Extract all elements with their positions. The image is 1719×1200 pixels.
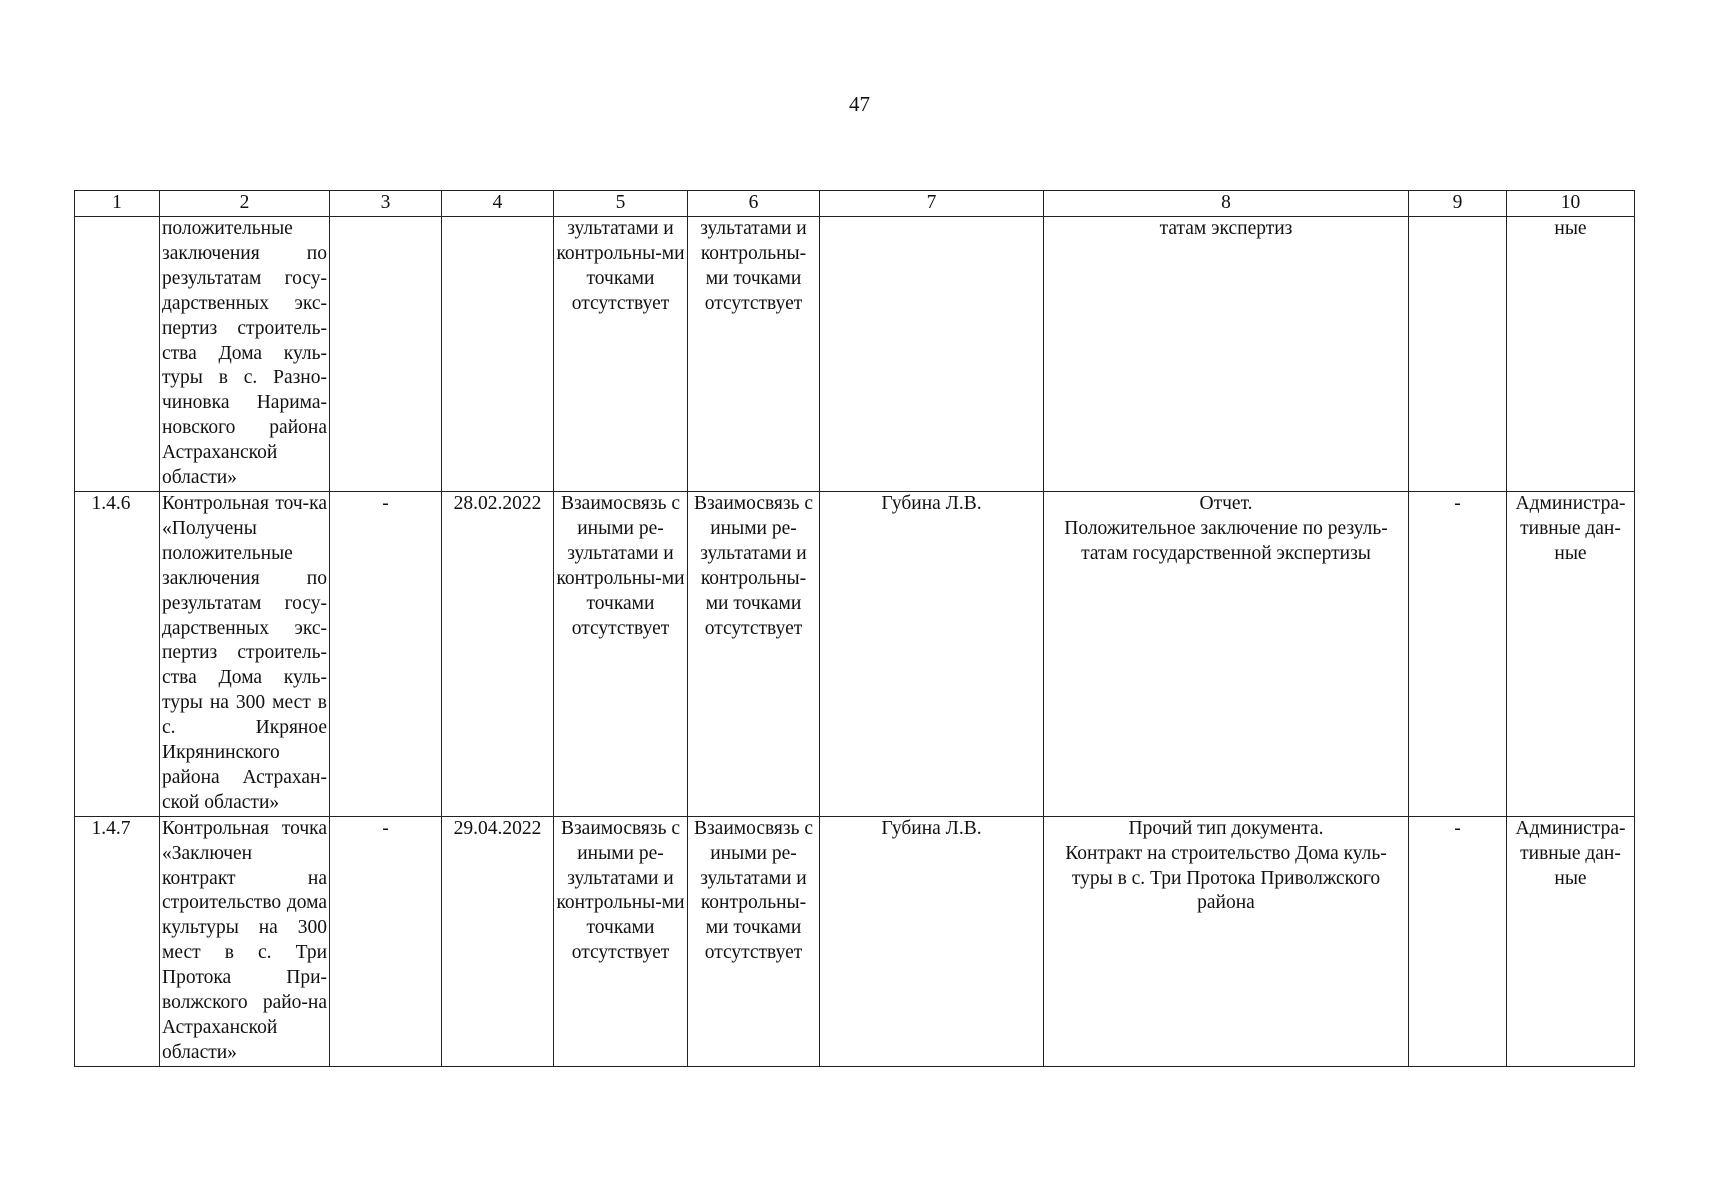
cell-col9: - (1409, 816, 1507, 1066)
cell-number (75, 217, 160, 492)
header-col-8: 8 (1044, 191, 1409, 217)
cell-col3: - (330, 816, 442, 1066)
header-col-6: 6 (688, 191, 820, 217)
header-col-10: 10 (1507, 191, 1635, 217)
header-col-2: 2 (160, 191, 330, 217)
header-col-1: 1 (75, 191, 160, 217)
cell-responsible (820, 217, 1044, 492)
cell-relation-next: Взаимосвязь с иными ре-зультатами и контрольны-ми точками отсутствует (688, 491, 820, 816)
cell-responsible: Губина Л.В. (820, 491, 1044, 816)
cell-relation-prev: Взаимосвязь с иными ре-зультатами и контрольны-ми точками отсутствует (554, 816, 688, 1066)
header-col-7: 7 (820, 191, 1044, 217)
cell-date: 29.04.2022 (442, 816, 554, 1066)
cell-name: Контрольная точка «Заключен контракт на строительство дома культуры на 300 мест в с. Три Протока При-волжского райо-на Астраханской области» (160, 816, 330, 1066)
cell-col9 (1409, 217, 1507, 492)
cell-name: положительные заключения по результатам госу-дарственных экс-пертиз строитель-ства Дома куль-туры в с. Разно-чиновка Нарима-новского района Астраханской области» (160, 217, 330, 492)
cell-document: Отчет. Положительное заключение по резуль-татам государственной экспертизы (1044, 491, 1409, 816)
cell-relation-next: Взаимосвязь с иными ре-зультатами и контрольны-ми точками отсутствует (688, 816, 820, 1066)
cell-date: 28.02.2022 (442, 491, 554, 816)
cell-relation-prev: зультатами и контрольны-ми точками отсутствует (554, 217, 688, 492)
header-col-9: 9 (1409, 191, 1507, 217)
cell-col3 (330, 217, 442, 492)
cell-col9: - (1409, 491, 1507, 816)
cell-name: Контрольная точ-ка «Получены положительные заключения по результатам госу-дарственных экс-пертиз строитель-ства Дома куль-туры на 300 мест в с. Икряное Икрянинского района Астрахан-ской области» (160, 491, 330, 816)
header-col-4: 4 (442, 191, 554, 217)
page-number: 47 (849, 92, 870, 116)
table-row (75, 816, 1635, 1066)
cell-document: татам экспертиз (1044, 217, 1409, 492)
cell-number: 1.4.6 (75, 491, 160, 816)
table-row (75, 491, 1635, 816)
cell-data-source: Администра-тивные дан-ные (1507, 816, 1635, 1066)
cell-relation-prev: Взаимосвязь с иными ре-зультатами и контрольны-ми точками отсутствует (554, 491, 688, 816)
header-col-5: 5 (554, 191, 688, 217)
header-row (75, 191, 1635, 217)
cell-date (442, 217, 554, 492)
header-col-3: 3 (330, 191, 442, 217)
table-row-continuation (75, 217, 1635, 492)
cell-document: Прочий тип документа. Контракт на строительство Дома куль-туры в с. Три Протока Приволжского района (1044, 816, 1409, 1066)
plan-table (74, 190, 1635, 1067)
cell-number: 1.4.7 (75, 816, 160, 1066)
cell-responsible: Губина Л.В. (820, 816, 1044, 1066)
cell-relation-next: зультатами и контрольны-ми точками отсутствует (688, 217, 820, 492)
cell-data-source: ные (1507, 217, 1635, 492)
cell-col3: - (330, 491, 442, 816)
cell-data-source: Администра-тивные дан-ные (1507, 491, 1635, 816)
